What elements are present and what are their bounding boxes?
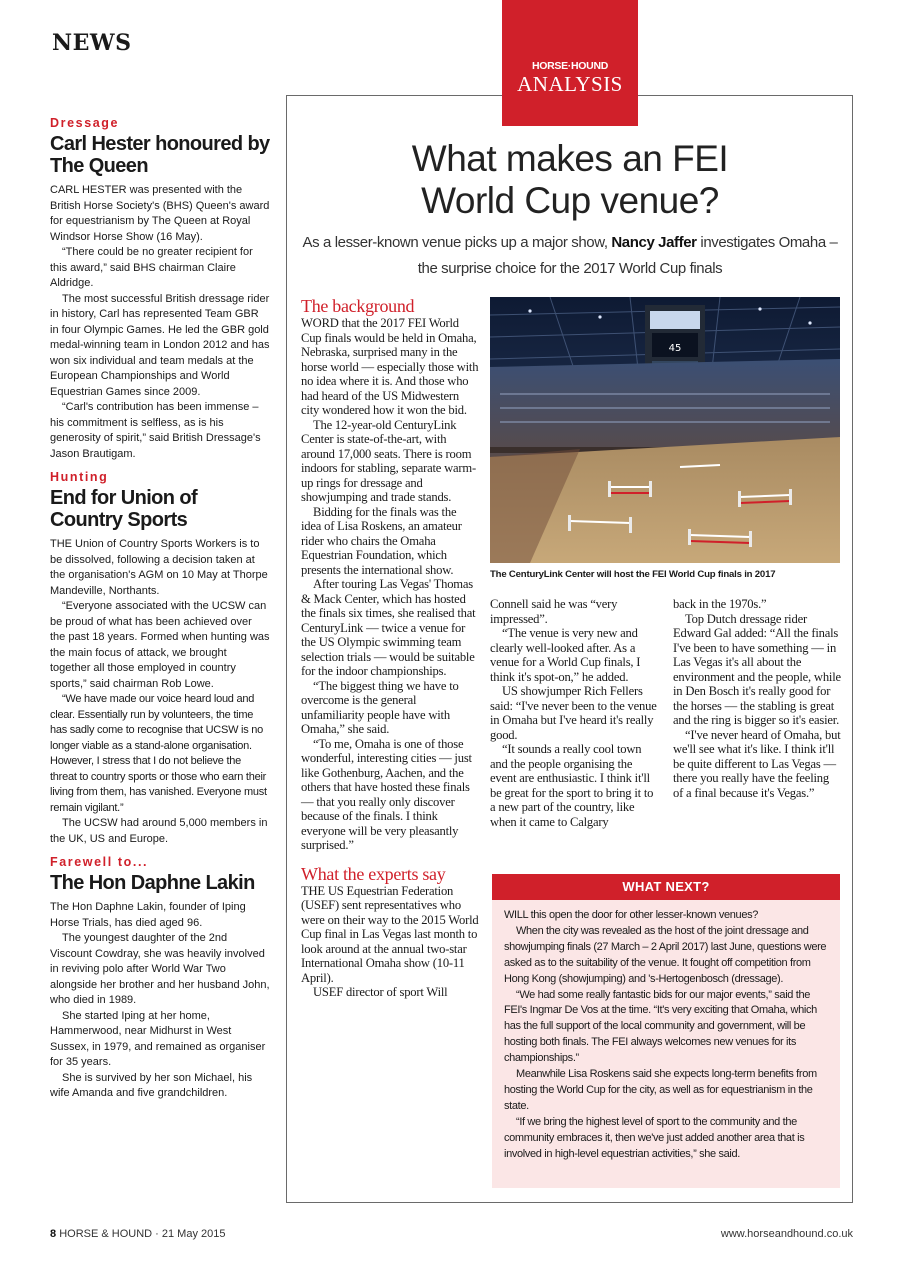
what-next-title: WHAT NEXT?	[492, 874, 840, 900]
section-label: NEWS	[52, 30, 132, 56]
title-line: What makes an FEI	[411, 138, 729, 179]
photo-caption: The CenturyLink Center will host the FEI World Cup finals in 2017	[490, 569, 776, 580]
paragraph: WORD that the 2017 FEI World Cup finals would be held in Omaha, Nebraska, surprised many in the horse world — especially those with no idea where it is. And those who had heard of the US Midwestern city wondered how it won the bid.	[301, 316, 479, 417]
paragraph: THE Union of Country Sports Workers is to be dissolved, following a decision taken at the organisation's AGM on 10 May at Thorpe Mandeville, Northants.	[50, 538, 268, 597]
what-next-body	[492, 900, 840, 1163]
story-headline: End for Union of Country Sports	[50, 487, 198, 531]
subheading: What the experts say	[301, 863, 446, 884]
paragraph: She is survived by her son Michael, his wife Amanda and five grandchildren.	[50, 1071, 253, 1099]
paragraph: The most successful British dressage rider in history, Carl has represented Team GBR in four Olympic Games. He led the GBR gold medal-winning team in London 2012 and has won six individual and team medals at the European Championships and World Equestrian Games since 2009.	[50, 292, 270, 398]
subheading: The background	[301, 296, 415, 316]
paragraph: The youngest daughter of the 2nd Viscount Cowdray, she was heavily involved in reviving polo after World War Two alongside her brother and her husband John, who died in 1989.	[50, 932, 270, 1006]
analysis-banner	[502, 0, 638, 126]
category-label: Hunting	[50, 470, 109, 484]
paragraph: “I've never heard of Omaha, but we'll see what it's like. I think it'll be quite different to Las Vegas — there you really have the feeling of a final because it's Vegas.”	[673, 727, 841, 800]
paragraph: “If we bring the highest level of sport to the community and the community embraces it, then we've just added another area that is involved in high-level equestrian activities,” she said.	[504, 1115, 805, 1160]
paragraph: “There could be no greater recipient for this award,” said BHS chairman Claire Aldridge.	[50, 246, 253, 289]
what-next-box	[492, 874, 840, 1188]
paragraph: “We had some really fantastic bids for our major events,” said the FEI's Ingmar De Vos at the time. “It's very exciting that Omaha, which has the full support of the local community and government, will be hosting both finals. The FEI always welcomes new venues for its championships.”	[504, 988, 817, 1065]
paragraph: CARL HESTER was presented with the British Horse Society's (BHS) Queen's award for equestrianism by The Queen at Royal Windsor Horse Show (16 May).	[50, 184, 270, 243]
story-headline: The Hon Daphne Lakin	[50, 872, 255, 894]
paragraph: “Carl's contribution has been immense – his commitment is selfless, as is his generosity of spirit,” said British Dressage's Jason Brautigam.	[50, 401, 261, 460]
paragraph: Connell said he was “very impressed”.	[490, 597, 618, 626]
paragraph: “Everyone associated with the UCSW can be proud of what has been achieved over the past 18 years. Formed when hunting was the main focus of attack, we brought together all those employed in country sports,” said chairman Rob Lowe.	[50, 600, 270, 690]
brand-logo: HORSE·HOUND	[531, 60, 609, 72]
paragraph: USEF director of sport Will	[313, 985, 448, 999]
article-title	[290, 138, 850, 222]
title-line: World Cup venue?	[421, 180, 719, 221]
arena-photo	[490, 297, 840, 563]
author-name: Nancy Jaffer	[611, 234, 697, 251]
paragraph: back in the 1970s.”	[673, 597, 767, 611]
footer-page-info: 8 HORSE & HOUND · 21 May 2015	[50, 1228, 226, 1240]
banner-title: ANALYSIS	[517, 72, 623, 96]
dressage-story	[50, 116, 270, 462]
paragraph: When the city was revealed as the host of the joint dressage and showjumping finals (27 March – 2 April 2017) last June, questions were asked as to the suitability of the venue. It fought off competition from Hong Kong (showjumping) and 's-Hertogenbosch (dressage).	[504, 924, 827, 985]
paragraph: THE US Equestrian Federation (USEF) sent representatives who were on their way to the 2015 World Cup final in Las Vegas last month to look around at the annual two-star International Omaha show (10-11 April).	[301, 883, 479, 985]
paragraph: Meanwhile Lisa Roskens said she expects long-term benefits from hosting the World Cup for the city, as well as for equestrianism in the state.	[504, 1068, 817, 1112]
article-column-1	[301, 296, 479, 1000]
scoreboard-number: 45	[668, 343, 682, 354]
paragraph: The UCSW had around 5,000 members in the UK, US and Europe.	[50, 817, 268, 845]
left-news-column	[50, 116, 270, 1102]
standfirst-text: investigates Omaha – the surprise choice for the 2017 World Cup finals	[417, 234, 838, 277]
story-headline: Carl Hester honoured by The Queen	[50, 133, 270, 177]
arena-illustration	[490, 297, 840, 563]
article-column-2	[490, 597, 660, 829]
category-label: Dressage	[50, 116, 120, 130]
hunting-story	[50, 470, 270, 847]
paragraph: “We have made our voice heard loud and clear. Essentially run by volunteers, the time has sadly come to recognise that UCSW is no longer viable as a stand-alone organisation. However, I stress that I do not believe the threat to country sports or those who earn their living from them, has vanished. Everyone must remain vigilant.”	[50, 693, 267, 814]
paragraph: WILL this open the door for other lesser-known venues?	[504, 909, 759, 921]
paragraph: The Hon Daphne Lakin, founder of Iping Horse Trials, has died aged 96.	[50, 901, 246, 929]
paragraph: She started Iping at her home, Hammerwood, near Midhurst in West Sussex, in 1979, and remained as organiser for 35 years.	[50, 1009, 266, 1068]
paragraph: Top Dutch dressage rider Edward Gal added: “All the finals I've been to have something — in Las Vegas it's all about the environment and the people, while in Den Bosch it's really good for the horses — the stabling is great and the ring is bigger so it's easier.	[673, 611, 841, 727]
farewell-story	[50, 855, 270, 1102]
article-column-3	[673, 597, 841, 800]
paragraph: “To me, Omaha is one of those wonderful, interesting cities — just like Gothenburg, Aachen, and the others that have hosted these finals — that you really only discover because of the finals. I think everyone will be very pleasantly surprised.”	[301, 736, 472, 852]
paragraph: “It sounds a really cool town and the people organising the event are enthusiastic. I think it'll be great for the sport to bring it to a new part of the country, like when it came to Calgary	[490, 742, 654, 829]
paragraph: After touring Las Vegas' Thomas & Mack Center, which has hosted the finals six times, she realised that CenturyLink — twice a venue for the US Olympic swimming team selection trials — would be suitable for the indoor championships.	[301, 577, 476, 678]
publication-name: HORSE & HOUND	[59, 1228, 153, 1240]
standfirst-text: As a lesser-known venue picks up a major show,	[302, 234, 612, 251]
paragraph: “The venue is very new and clearly well-looked after. As a venue for a World Cup finals, I think it's spot-on,” he added.	[490, 626, 641, 684]
standfirst	[294, 230, 846, 282]
paragraph: The 12-year-old CenturyLink Center is state-of-the-art, with around 17,000 seats. There is room indoors for stabling, separate warm-up rings for dressage and showjumping and trade stands.	[301, 417, 477, 504]
issue-date: 21 May 2015	[161, 1228, 226, 1240]
paragraph: US showjumper Rich Fellers said: “I've never been to the venue in Omaha but I've heard it's really good.	[490, 684, 657, 742]
category-label: Farewell to...	[50, 855, 149, 869]
paragraph: Bidding for the finals was the idea of Lisa Roskens, an amateur rider who chairs the Omaha Equestrian Foundation, which presents the international show.	[301, 504, 462, 577]
page-number: 8	[50, 1228, 57, 1240]
footer-website: www.horseandhound.co.uk	[720, 1228, 853, 1240]
paragraph: “The biggest thing we have to overcome is the general unfamiliarity people have with Omaha,” she said.	[301, 678, 459, 736]
